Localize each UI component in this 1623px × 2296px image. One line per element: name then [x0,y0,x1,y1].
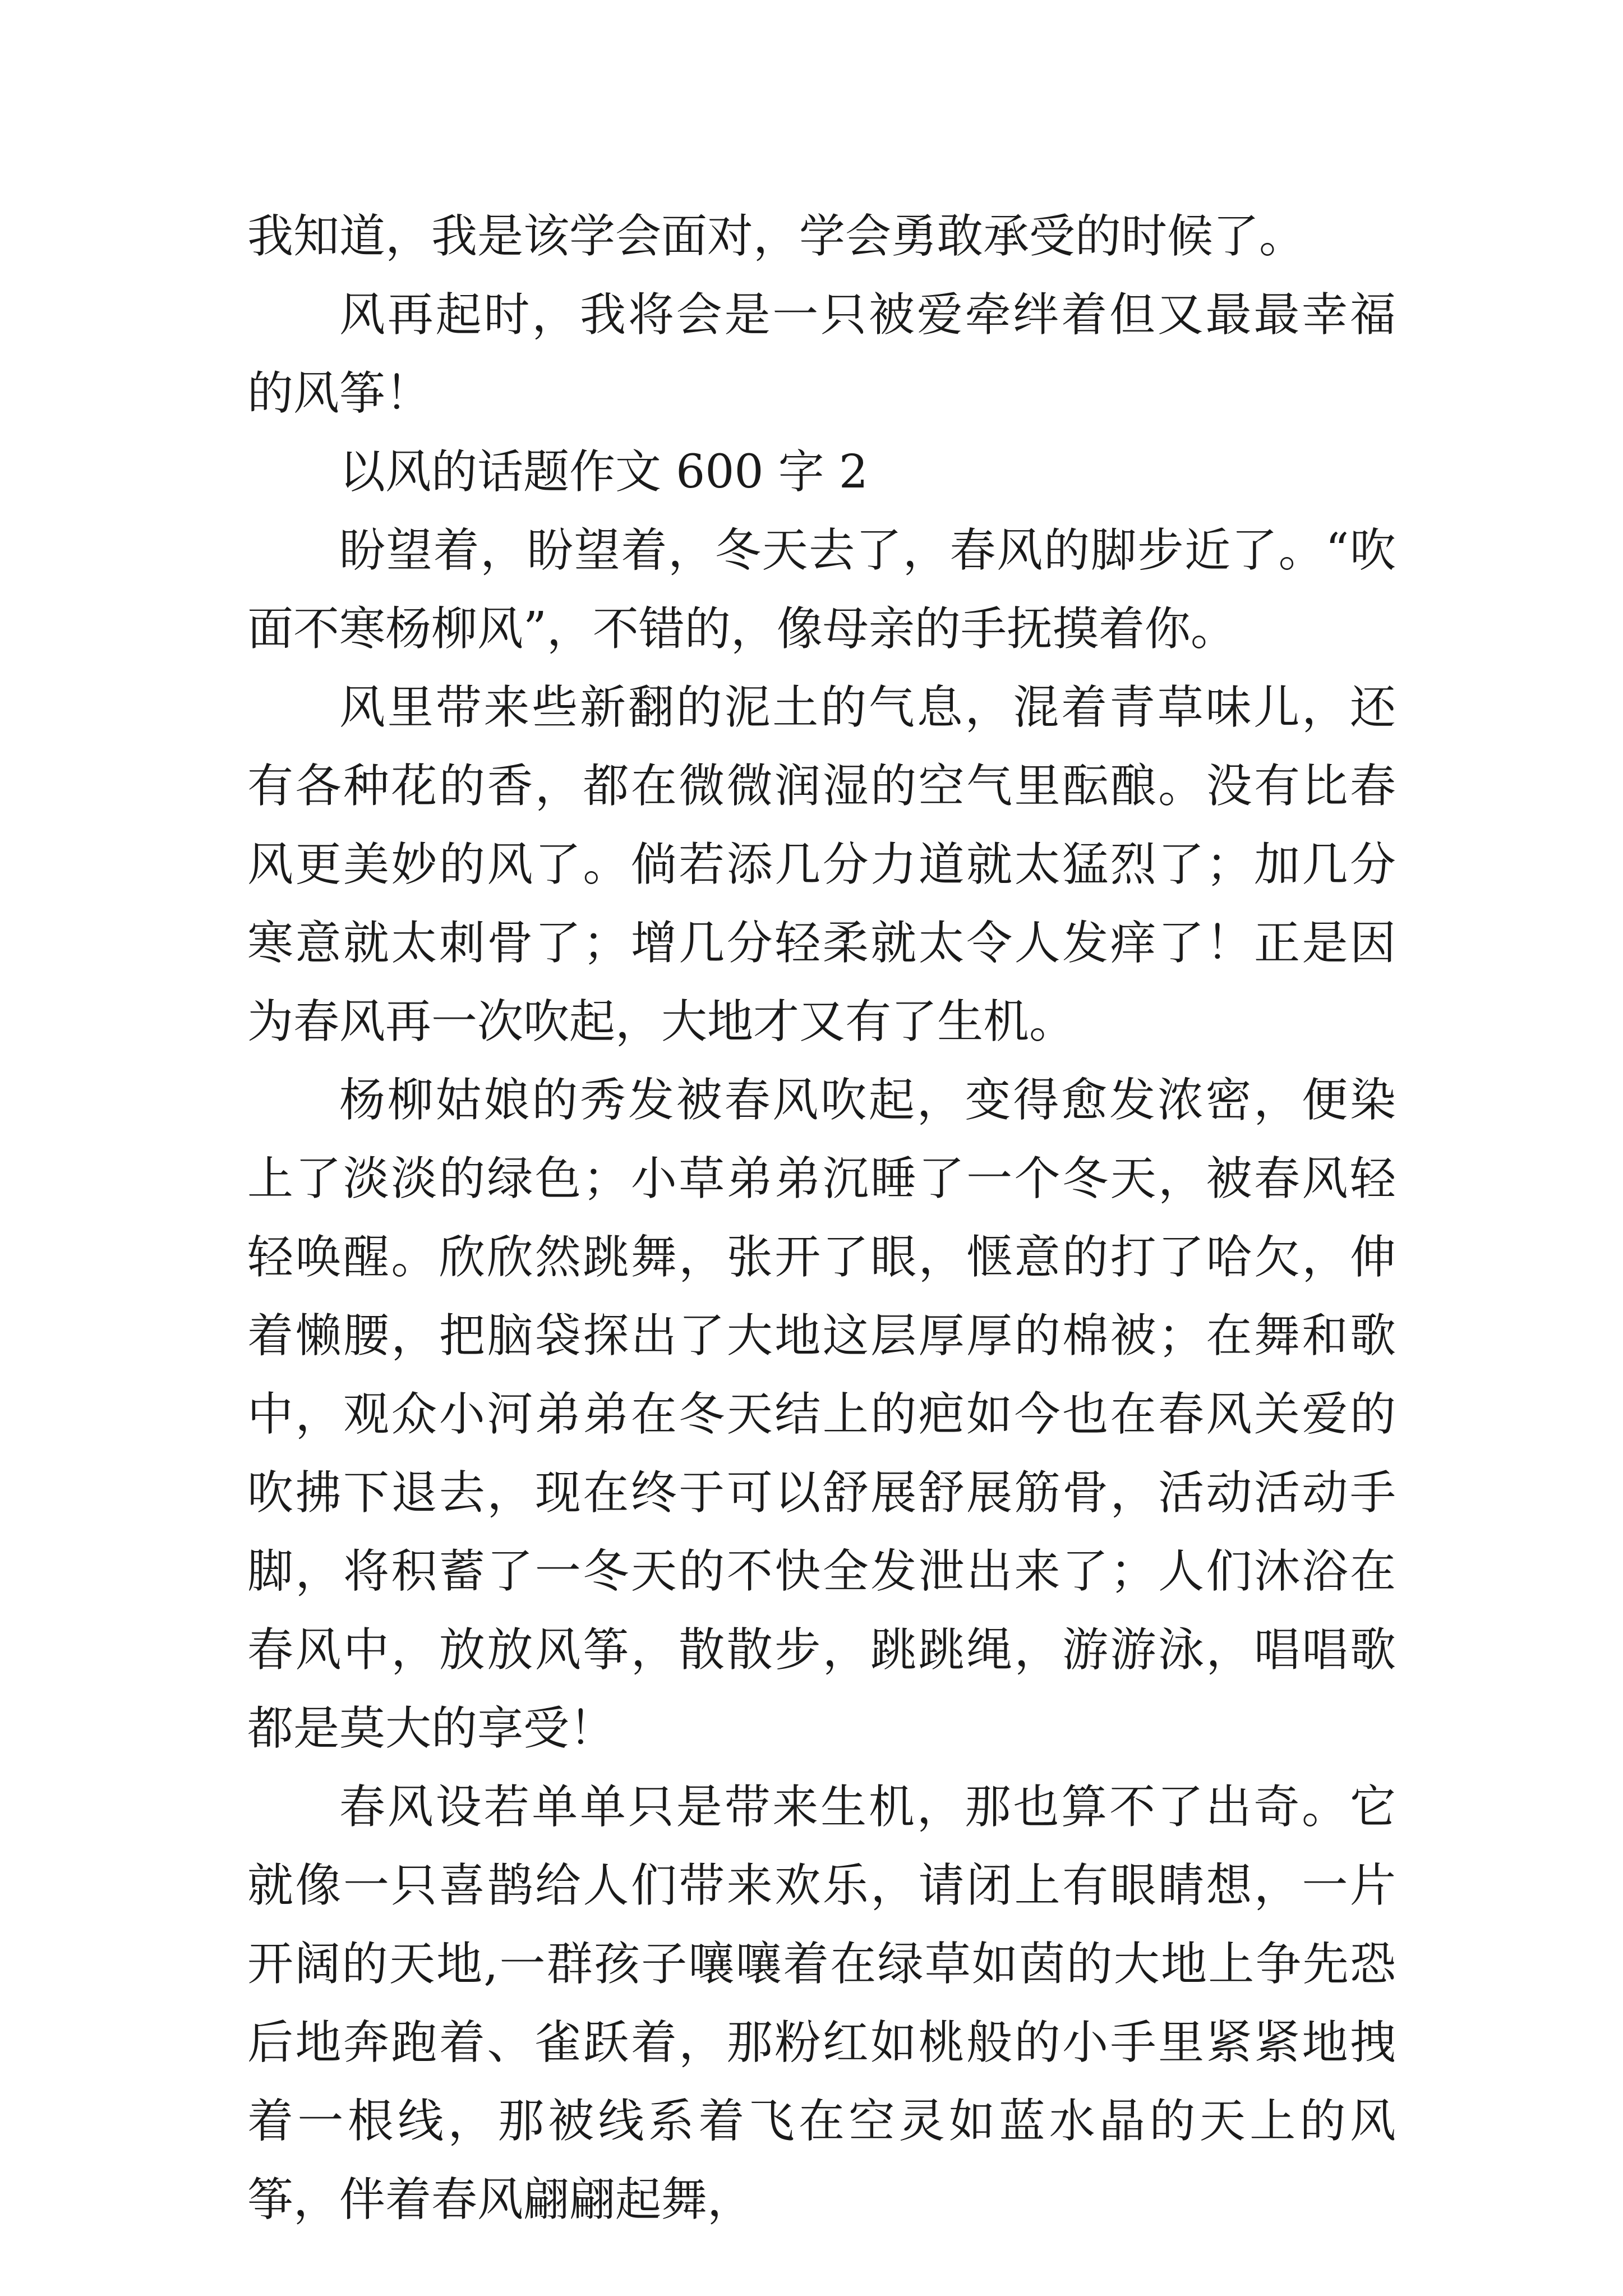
paragraph-5: 杨柳姑娘的秀发被春风吹起，变得愈发浓密，便染上了淡淡的绿色；小草弟弟沉睡了一个冬天，被春风轻轻唤醒。欣欣然跳舞，张开了眼，惬意的打了哈欠，伸着懒腰，把脑袋探出了大地这层厚厚的棉被；在舞和歌中，观众小河弟弟在冬天结上的疤如今也在春风关爱的吹拂下退去，现在终于可以舒展舒展筋骨，活动活动手脚，将积蓄了一冬天的不快全发泄出来了；人们沐浴在春风中，放放风筝，散散步，跳跳绳，游游泳，唱唱歌都是莫大的享受！ [247,1074,1396,1755]
paragraph-2: 风再起时，我将会是一只被爱牵绊着但又最最幸福的风筝！ [247,288,1396,420]
paragraph-1: 我知道，我是该学会面对，学会勇敢承受的时候了。 [247,210,1306,263]
essay-body [247,197,1396,2239]
paragraph-6: 春风设若单单只是带来生机，那也算不了出奇。它就像一只喜鹊给人们带来欢乐，请闭上有眼睛想，一片开阔的天地,一群孩子嚷嚷着在绿草如茵的大地上争先恐后地奔跑着、雀跃着，那粉红如桃般的小手里紧紧地拽着一根线，那被线系着飞在空灵如蓝水晶的天上的风筝，伴着春风翩翩起舞， [247,1780,1396,2226]
essay-subtitle: 以风的话题作文 600 字 2 [339,445,868,499]
paragraph-4: 风里带来些新翻的泥土的气息，混着青草味儿，还有各种花的香，都在微微润湿的空气里酝酿。没有比春风更美妙的风了。倘若添几分力道就太猛烈了；加几分寒意就太刺骨了；增几分轻柔就太令人发痒了！正是因为春风再一次吹起，大地才又有了生机。 [247,681,1396,1048]
paragraph-3: 盼望着，盼望着，冬天去了，春风的脚步近了。“吹面不寒杨柳风”，不错的，像母亲的手抚摸着你。 [247,524,1396,656]
